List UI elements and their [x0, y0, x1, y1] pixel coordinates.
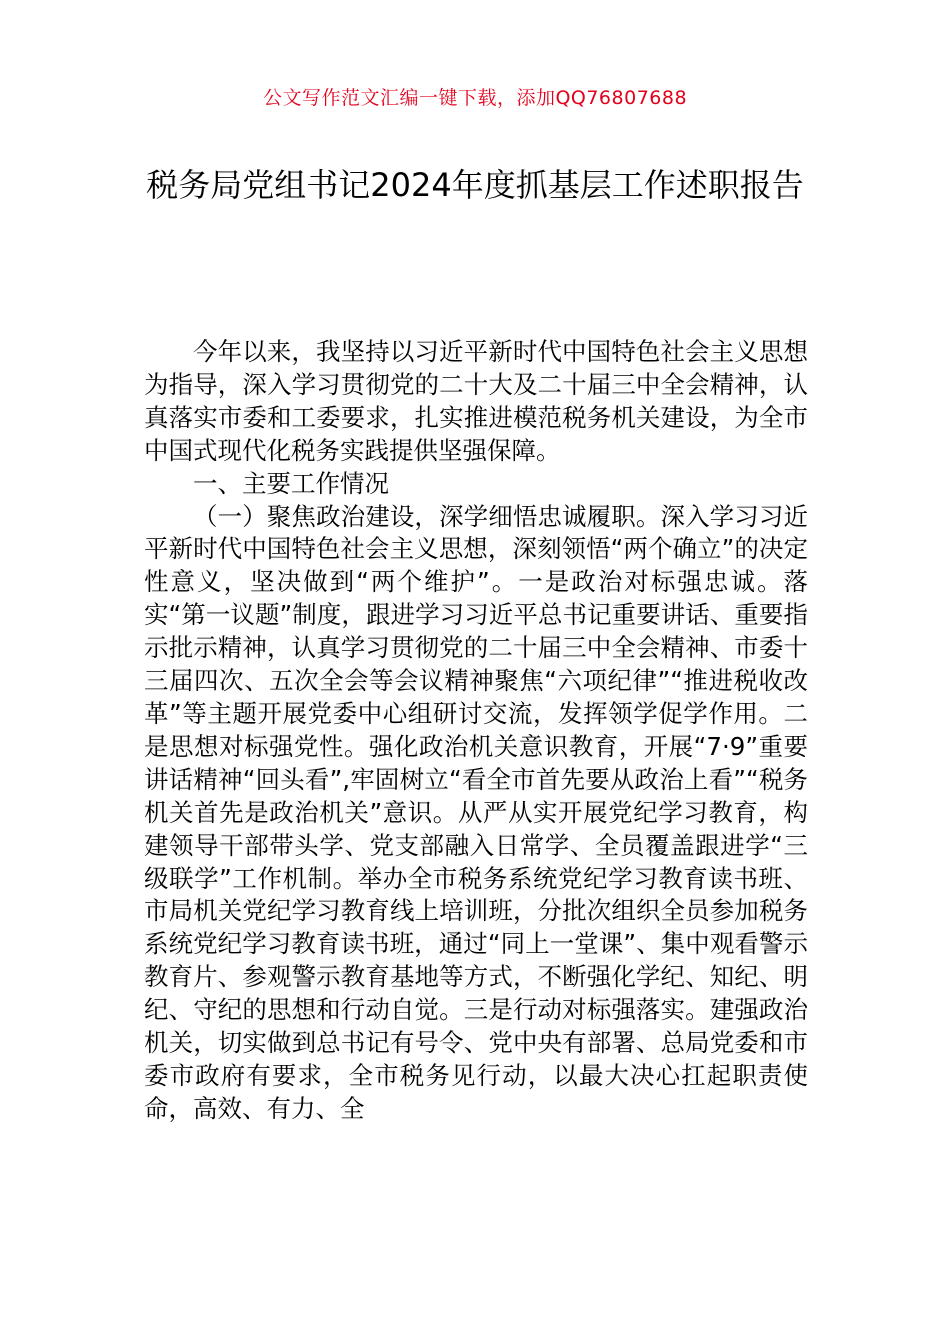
section-heading: 一、主要工作情况 [193, 468, 389, 498]
body-paragraph: （一）聚焦政治建设，深学细悟忠诚履职。深入学习习近平新时代中国特色社会主义思想，深刻领悟“两个确立”的决定性意义，坚决做到“两个维护”。一是政治对标强忠诚。落实“第一议题”制度，跟进学习习近平总书记重要讲话、重要指示批示精神，认真学习贯彻党的二十届三中全会精神、市委十三届四次、五次全会等会议精神聚焦“六项纪律”“推进税收改革”等主题开展党委中心组研讨交流，发挥领学促学作用。二是思想对标强党性。强化政治机关意识教育，开展“7·9”重要讲话精神“回头看”,牢固树立“看全市首先要从政治上看”“税务机关首先是政治机关”意识。从严从实开展党纪学习教育，构建领导干部带头学、党支部融入日常学、全员覆盖跟进学“三级联学”工作机制。举办全市税务系统党纪学习教育读书班、市局机关党纪学习教育线上培训班，分批次组织全员参加税务系统党纪学习教育读书班，通过“同上一堂课”、集中观看警示教育片、参观警示教育基地等方式，不断强化学纪、知纪、明纪、守纪的思想和行动自觉。三是行动对标强落实。建强政治机关，切实做到总书记有号令、党中央有部署、总局党委和市委市政府有要求，全市税务见行动，以最大决心扛起职责使命，高效、有力、全 [144, 501, 808, 1123]
header-promo-note: 公文写作范文汇编一键下载，添加QQ76807688 [262, 87, 688, 109]
document-body [144, 336, 808, 1126]
document-title: 税务局党组书记2024年度抓基层工作述职报告 [146, 166, 804, 204]
intro-paragraph: 今年以来，我坚持以习近平新时代中国特色社会主义思想为指导，深入学习贯彻党的二十大及二十届三中全会精神，认真落实市委和工委要求，扎实推进模范税务机关建设，为全市中国式现代化税务实践提供坚强保障。 [144, 337, 808, 465]
